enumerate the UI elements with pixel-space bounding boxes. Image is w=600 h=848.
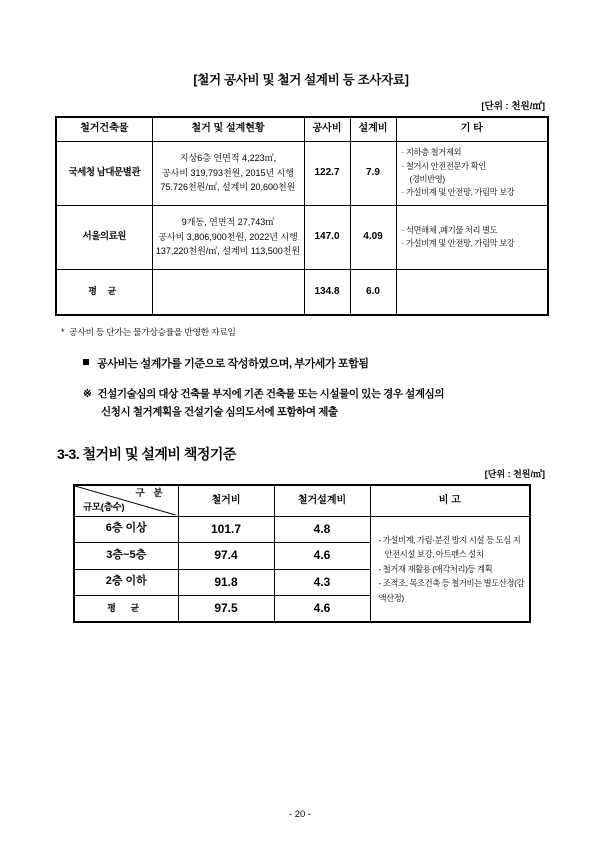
table-footnote: * 공사비 등 단가는 물가상승률을 반영한 자료임 <box>61 327 236 337</box>
col-header-building: 철거건축물 <box>56 117 152 141</box>
cell-demolition-cost: 101.7 <box>178 516 274 542</box>
cell-demolition-cost: 97.5 <box>178 595 274 622</box>
cell-building: 서울의료원 <box>56 205 152 269</box>
note-item: · 철거시 안전전문가 확인 <box>401 160 486 171</box>
square-bullet-icon <box>83 359 89 365</box>
cell-scale: 6층 이상 <box>74 516 178 542</box>
cell-design-cost: 6.0 <box>350 269 396 315</box>
status-line-2: 공사비 3,806,900천원, 2022년 시행 <box>158 231 298 242</box>
cell-scale: 3층~5층 <box>74 543 178 569</box>
cell-design-cost: 4.8 <box>274 516 370 542</box>
unit-label-section: [단위 : 천원/㎡] <box>484 468 545 479</box>
col-header-design-cost: 설계비 <box>350 117 396 141</box>
remark-item: - 철거재 재활용 (매각처리)등 계획 <box>378 563 493 574</box>
cell-design-cost: 4.6 <box>274 595 370 622</box>
col-header-corner <box>74 485 178 517</box>
cell-average-label: 평 균 <box>56 269 152 315</box>
section-heading: 3-3. 철거비 및 설계비 책정기준 <box>57 445 236 462</box>
cell-status <box>152 205 304 269</box>
note-item: (경비반영) <box>409 174 445 184</box>
cell-demolition-cost: 91.8 <box>178 569 274 595</box>
cell-design-cost: 4.09 <box>350 205 396 269</box>
survey-table <box>55 116 549 316</box>
reference-mark-icon: ※ <box>83 388 92 400</box>
cell-notes <box>396 205 548 269</box>
table-header-row <box>56 117 548 141</box>
corner-label-top: 구 분 <box>135 487 166 499</box>
page-content <box>55 70 547 623</box>
cell-remarks <box>370 516 530 622</box>
table-row <box>56 269 548 315</box>
criteria-table <box>73 484 531 624</box>
cell-scale: 2층 이하 <box>74 569 178 595</box>
cell-construction-cost: 122.7 <box>304 141 350 205</box>
cell-building: 국세청 남대문별관 <box>56 141 152 205</box>
cell-notes <box>396 269 548 315</box>
cell-construction-cost: 134.8 <box>304 269 350 315</box>
unit-label-top: [단위 : 천원/㎡] <box>481 101 545 112</box>
page-number: - 20 - <box>288 809 312 820</box>
cell-average-label: 평 균 <box>74 595 178 622</box>
table-header-row <box>74 485 530 517</box>
table-row <box>74 516 530 542</box>
asterisk-note: ※ 건설기술심의 대상 건축물 부지에 기존 건축물 또는 시설물이 있는 경우 설계심의 신청시 철거계획을 건설기술 심의도서에 포함하여 제출 <box>83 388 445 419</box>
col-header-remark: 비 고 <box>370 485 530 517</box>
cell-design-cost: 4.6 <box>274 543 370 569</box>
status-line-2: 공사비 319,793천원, 2015년 시행 <box>161 167 295 178</box>
corner-label-bottom: 규모(층수) <box>83 501 125 513</box>
bullet-note: 공사비는 설계가를 기준으로 작성하였으며, 부가세가 포함됨 <box>55 355 547 371</box>
cell-design-cost: 4.3 <box>274 569 370 595</box>
status-line-1: 지상6층 연면적 4,223㎡, <box>179 153 277 164</box>
cell-design-cost: 7.9 <box>350 141 396 205</box>
page-title: [철거 공사비 및 철거 설계비 등 조사자료] <box>193 73 409 87</box>
col-header-demolition-cost: 철거비 <box>178 485 274 517</box>
table-row <box>56 205 548 269</box>
col-header-etc: 기 타 <box>396 117 548 141</box>
note-item: · 석면해체 ,폐기물 처리 별도 <box>401 224 498 235</box>
cell-status <box>152 269 304 315</box>
col-header-status: 철거 및 설계현황 <box>152 117 304 141</box>
table-row <box>56 141 548 205</box>
col-header-construction-cost: 공사비 <box>304 117 350 141</box>
status-line-1: 9개동, 연면적 27,743㎡ <box>181 217 275 228</box>
status-line-3: 137,220천원/㎡, 설계비 113,500천원 <box>155 246 301 257</box>
cell-construction-cost: 147.0 <box>304 205 350 269</box>
status-line-3: 75.726천원/㎡, 설계비 20,600천원 <box>160 182 296 193</box>
asterisk-icon: * <box>61 327 65 337</box>
cell-status <box>152 141 304 205</box>
cell-demolition-cost: 97.4 <box>178 543 274 569</box>
note-item: · 지하층 철거제외 <box>401 147 462 158</box>
note-item: · 가설비계 및 안전망, 가림막 보강 <box>401 238 515 248</box>
col-header-design-cost: 철거설계비 <box>274 485 370 517</box>
cell-notes <box>396 141 548 205</box>
note-item: · 가설비계 및 안전망, 가림막 보강 <box>401 187 515 198</box>
remark-item: 안전시설 보강, 아트펜스 설치 <box>384 549 484 560</box>
remark-item: - 가설비계, 가림·분진 방지 시설 등 도심 지 <box>378 534 521 545</box>
remark-item: - 조적조, 목조건축 등 철거비는 별도산정(감액산정) <box>378 578 525 603</box>
